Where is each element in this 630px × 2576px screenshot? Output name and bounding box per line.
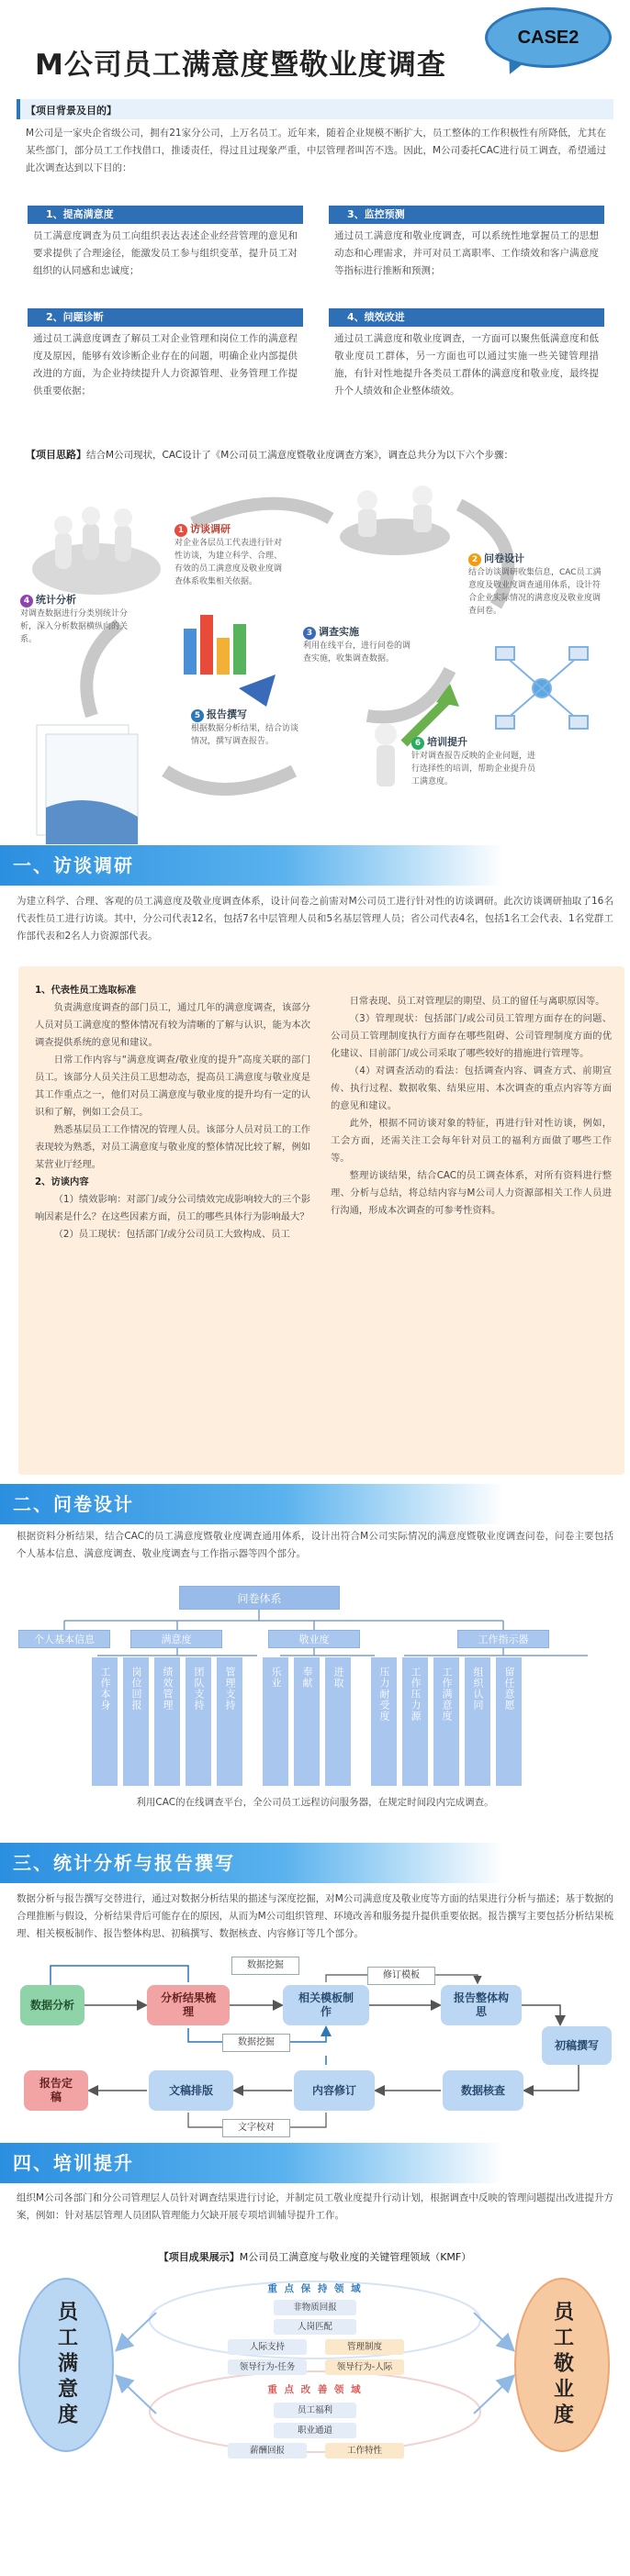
tree-leaf: 团队支持 xyxy=(186,1657,211,1786)
sec4-intro: 组织M公司各部门和分公司管理层人员针对调查结果进行讨论，并制定员工敬业度提升行动计划，根据调查中反映的管理问题提出改进提升方案，例如：针对基层管理人员团队管理能力欠缺开展专项培训辅导提升工作。 xyxy=(17,2192,613,2221)
tree-leaf-spacer xyxy=(356,1657,366,1786)
interview-paragraph: 此外，根据不同访谈对象的特征，再进行针对性访谈，例如，工会方面，还需关注工会每年针对员工的福利方面做了哪些工作等。 xyxy=(331,1118,612,1164)
improve-item: 员工福利 xyxy=(274,2403,356,2418)
background-tag: 【项目背景及目的】 xyxy=(26,105,117,117)
tree-root: 问卷体系 xyxy=(179,1586,340,1610)
goal-card-1 xyxy=(28,206,303,284)
interview-right-column xyxy=(331,993,612,1220)
tree-leaf: 管理支持 xyxy=(217,1657,242,1786)
step-num-icon: 6 xyxy=(411,737,424,750)
step-4 xyxy=(20,592,140,646)
goal-card-4 xyxy=(329,308,604,404)
step-text: 根据数据分析结果，结合访谈情况，撰写调查报告。 xyxy=(191,724,299,746)
label-data-mining-mid: 数据挖掘 xyxy=(222,2034,290,2052)
cycle-arrow xyxy=(193,504,331,523)
step-num-icon: 1 xyxy=(174,524,187,537)
interview-paragraph: （3）管理现状：包括部门/或公司员工管理方面存在的问题、公司员工管理制度执行方面存在哪些阻碍、公司管理制度方面的优化建议、目前部门/或公司采取了哪些较好的措施进行管理等。 xyxy=(331,1013,612,1059)
tree-leaf: 进取 xyxy=(325,1657,351,1786)
step-3 xyxy=(303,624,413,665)
step-title: 问卷设计 xyxy=(484,552,524,564)
improve-area-title: 重 点 改 善 领 域 xyxy=(267,2384,363,2395)
tree-leaf: 压力耐受度 xyxy=(371,1657,397,1786)
step-title: 统计分析 xyxy=(36,594,76,606)
meeting-illustration xyxy=(32,507,161,595)
flow-finalize: 报告定稿 xyxy=(24,2070,88,2111)
interview-heading: 2、访谈内容 xyxy=(35,1176,89,1188)
improve-item: 薪酬回报 xyxy=(228,2443,307,2459)
tree-leaf: 工作满意度 xyxy=(433,1657,459,1786)
interview-paragraph: 整理访谈结果，结合CAC的员工调查体系，对所有资料进行整理、分析与总结，将总结内容与M公司人力资源部相关工作人员进行沟通，形成本次调查的可参考性资料。 xyxy=(331,1170,612,1216)
flow-data-analysis: 数据分析 xyxy=(20,1985,84,2025)
improve-item: 工作特性 xyxy=(325,2443,404,2459)
tree-branch-basic-info: 个人基本信息 xyxy=(18,1630,110,1648)
section-title: 四、培训提升 xyxy=(13,2152,134,2174)
interview-left-column xyxy=(35,982,310,1243)
step-title: 访谈调研 xyxy=(190,523,231,535)
discussion-illustration xyxy=(340,485,450,555)
interview-paragraph: （2）员工现状：包括部门/或分公司员工大致构成、员工 xyxy=(53,1229,290,1240)
step-title: 调查实施 xyxy=(319,626,359,638)
step-num-icon: 2 xyxy=(468,553,481,566)
satisfaction-oval: 员工满意度 xyxy=(18,2278,114,2452)
step-text: 针对调查报告反映的企业问题，进行选择性的培训，帮助企业提升员工满意度。 xyxy=(411,752,536,786)
step-2 xyxy=(468,551,604,618)
interview-paragraph: （1）绩效影响：对部门/或分公司绩效完成影响较大的三个影响因素是什么？在这些因素方面，员工的哪些具体行为影响最大？ xyxy=(35,1194,310,1222)
tree-leaf-spacer xyxy=(248,1657,257,1786)
interview-paragraph: 日常表现、员工对管理层的期望、员工的留任与离职原因等。 xyxy=(349,996,605,1007)
step-text: 对企业各层员工代表进行针对性访谈，为建立科学、合理、有效的员工满意度及敬业度调查体系收集相关依据。 xyxy=(174,539,283,586)
section-band-4 xyxy=(0,2143,630,2183)
tree-leaf: 工作压力源 xyxy=(402,1657,428,1786)
label-revise-template: 修订模板 xyxy=(367,1967,435,1985)
sec3-intro: 数据分析与报告撰写交替进行，通过对数据分析结果的描述与深度挖掘，对M公司满意度及敬业度等方面的结果进行分析与描述；基于数据的合理推断与假设，分析结果背后可能存在的原因，从而为M公司组织管理、环境改善和服务提升提供重要依据。报告撰写主要包括分析结果梳理、相关模板制作、报告整体构思、初稿撰写、数据核查、内容修订等几个部分。 xyxy=(17,1893,613,1939)
tree-leaf: 奉献 xyxy=(294,1657,320,1786)
improve-item: 职业通道 xyxy=(274,2423,356,2438)
goal-title: 2、问题诊断 xyxy=(28,308,303,327)
section-title: 一、访谈调研 xyxy=(13,854,134,876)
chart-illustration xyxy=(184,615,276,707)
tree-branch-satisfaction: 满意度 xyxy=(130,1630,222,1648)
goal-text: 通过员工满意度和敬业度调查，一方面可以聚焦低满意度和低敬业度员工群体，另一方面也可以通过实施一些关键管理措施，有针对性地提升各类员工群体的满意度和敬业度，最终提升个人绩效和企业整体绩效。 xyxy=(334,333,599,396)
step-1 xyxy=(174,521,289,588)
tree-leaf: 留任意愿 xyxy=(496,1657,522,1786)
tree-leaf: 乐业 xyxy=(263,1657,288,1786)
section-title: 三、统计分析与报告撰写 xyxy=(13,1852,235,1874)
goal-title: 1、提高满意度 xyxy=(28,206,303,224)
section-title: 二、问卷设计 xyxy=(13,1493,134,1515)
tree-leaf: 岗位回报 xyxy=(123,1657,149,1786)
section-band-1 xyxy=(0,845,630,886)
flow-connectors xyxy=(0,1955,630,2147)
goal-text: 员工满意度调查为员工向组织表达表述企业经营管理的意见和要求提供了合理途径，能激发员工参与组织变革，提升员工对组织的认同感和忠诚度； xyxy=(33,230,298,276)
interview-paragraph: （4）对调查活动的看法：包括调查内容、调查方式、前期宣传、执行过程、数据收集、结果应用、本次调查的重点内容等方面的意见和建议。 xyxy=(331,1065,612,1111)
step-5 xyxy=(191,707,301,748)
keep-area-title: 重 点 保 持 领 域 xyxy=(267,2283,363,2294)
keep-item: 人岗匹配 xyxy=(274,2319,356,2335)
step-num-icon: 5 xyxy=(191,709,204,722)
cycle-arrow xyxy=(165,771,294,789)
tree-leaf: 工作本身 xyxy=(92,1657,118,1786)
goal-text: 通过员工满意度调查了解员工对企业管理和岗位工作的满意程度及原因，能够有效诊断企业存在的问题，明确企业内部提供改进的方面，为企业持续提升人力资源管理、业务管理工作提供重要依据； xyxy=(33,333,298,396)
section-band-2 xyxy=(0,1484,630,1524)
result-heading xyxy=(0,2249,630,2264)
step-text: 对调查数据进行分类别统计分析，深入分析数据横纵向的关系。 xyxy=(20,609,129,644)
approach-line xyxy=(26,447,613,462)
approach-tag: 【项目思路】 xyxy=(26,449,86,461)
interview-paragraph: 负责满意度调查的部门员工，通过几年的满意度调查，该部分人员对员工满意度的整体情况有较为清晰的了解与认识，能为本次调查提供系统的意见和建议。 xyxy=(35,1002,310,1048)
keep-item: 人际支持 xyxy=(228,2339,307,2355)
flow-layout: 文稿排版 xyxy=(149,2070,233,2111)
flow-revise: 内容修订 xyxy=(294,2070,375,2111)
step-text: 结合访谈调研收集信息，CAC员工满意度及敬业度调查通用体系，设计符合企业实际情况的满意度及敬业度调查问卷。 xyxy=(468,568,602,616)
tree-leaves xyxy=(92,1657,606,1786)
case-badge: CASE2 xyxy=(485,7,612,68)
page-title: M公司员工满意度暨敬业度调查 xyxy=(35,49,446,82)
interview-heading: 1、代表性员工选取标准 xyxy=(35,985,137,996)
keep-item: 管理制度 xyxy=(325,2339,404,2355)
flow-result-sort: 分析结果梳理 xyxy=(147,1985,230,2025)
label-data-mining-top: 数据挖掘 xyxy=(231,1957,299,1975)
goal-title: 4、绩效改进 xyxy=(329,308,604,327)
sec2-intro: 根据资料分析结果，结合CAC的员工满意度暨敬业度调查通用体系，设计出符合M公司实际情况的满意度暨敬业度调查问卷，问卷主要包括个人基本信息、满意度调查、敬业度调查与工作指示器等四个部分。 xyxy=(17,1531,613,1559)
step-6 xyxy=(411,734,540,788)
step-num-icon: 4 xyxy=(20,595,33,608)
document-illustration xyxy=(37,725,138,844)
tree-branch-work-indicator: 工作指示器 xyxy=(457,1630,549,1648)
interview-paragraph: 熟悉基层员工工作情况的管理人员。该部分人员对员工的工作表现较为熟悉，对员工满意度与敬业度的整体情况比较了解，例如某营业厅经理。 xyxy=(35,1124,310,1170)
keep-item: 领导行为-人际 xyxy=(325,2359,404,2375)
goal-title: 3、监控预测 xyxy=(329,206,604,224)
step-title: 培训提升 xyxy=(427,736,467,748)
flow-template: 相关模板制作 xyxy=(283,1985,369,2025)
tree-leaf: 组织认同 xyxy=(465,1657,490,1786)
section-band-3 xyxy=(0,1843,630,1883)
goal-card-3 xyxy=(329,206,604,284)
sec2-note: 利用CAC的在线调查平台，全公司员工远程访问服务器，在规定时间段内完成调查。 xyxy=(136,1797,494,1808)
engagement-oval: 员工敬业度 xyxy=(514,2278,610,2452)
background-intro: M公司是一家央企省级公司，拥有21家分公司，上万名员工。近年来，随着企业规模不断扩大，员工整体的工作积极性有所降低，尤其在某些部门，部分员工工作找借口，推诿责任，得过且过现象严重，中层管理者叫苦不迭。因此，M公司委托CAC进行员工调查，希望通过此次调查达到以下目的： xyxy=(26,128,606,173)
sec1-intro: 为建立科学、合理、客观的员工满意度及敬业度调查体系，设计问卷之前需对M公司员工进行针对性的访谈调研。此次访谈调研抽取了16名代表性员工进行访谈。其中，分公司代表12名，包括7名中层管理人员和5名基层管理人员；省公司代表4名，包括1名工会代表、1名党群工作部代表和2名人力资源部代表。 xyxy=(17,896,613,942)
step-title: 报告撰写 xyxy=(207,708,247,720)
tree-branch-engagement: 敬业度 xyxy=(268,1630,360,1648)
goal-card-2 xyxy=(28,308,303,404)
step-text: 利用在线平台，进行问卷的调查实施，收集调查数据。 xyxy=(303,641,411,664)
network-illustration xyxy=(496,647,588,729)
flow-concept: 报告整体构思 xyxy=(441,1985,522,2025)
result-title: M公司员工满意度与敬业度的关键管理领域（KMF） xyxy=(239,2251,472,2263)
keep-item: 非物质回报 xyxy=(274,2300,356,2315)
label-proofread: 文字校对 xyxy=(222,2119,290,2137)
approach-text: 结合M公司现状，CAC设计了《M公司员工满意度暨敬业度调查方案》，调查总共分为以下六个步骤： xyxy=(86,450,514,461)
flow-check: 数据核查 xyxy=(443,2070,523,2111)
result-tag: 【项目成果展示】 xyxy=(158,2251,240,2263)
tree-leaf: 绩效管理 xyxy=(154,1657,180,1786)
step-num-icon: 3 xyxy=(303,627,316,640)
goal-text: 通过员工满意度和敬业度调查，可以系统性地掌握员工的思想动态和心理需求，并可对员工离职率、工作绩效和客户满意度等指标进行推断和预测； xyxy=(334,230,599,276)
flow-draft: 初稿撰写 xyxy=(542,2026,612,2065)
interview-paragraph: 日常工作内容与“满意度调查/敬业度的提升”高度关联的部门员工。该部分人员关注员工思想动态，提高员工满意度与敬业度是其工作重点之一，他们对员工满意度与敬业度的提升均有一定的认识和了解，例如工会员工。 xyxy=(35,1054,310,1118)
keep-item: 领导行为-任务 xyxy=(228,2359,307,2375)
